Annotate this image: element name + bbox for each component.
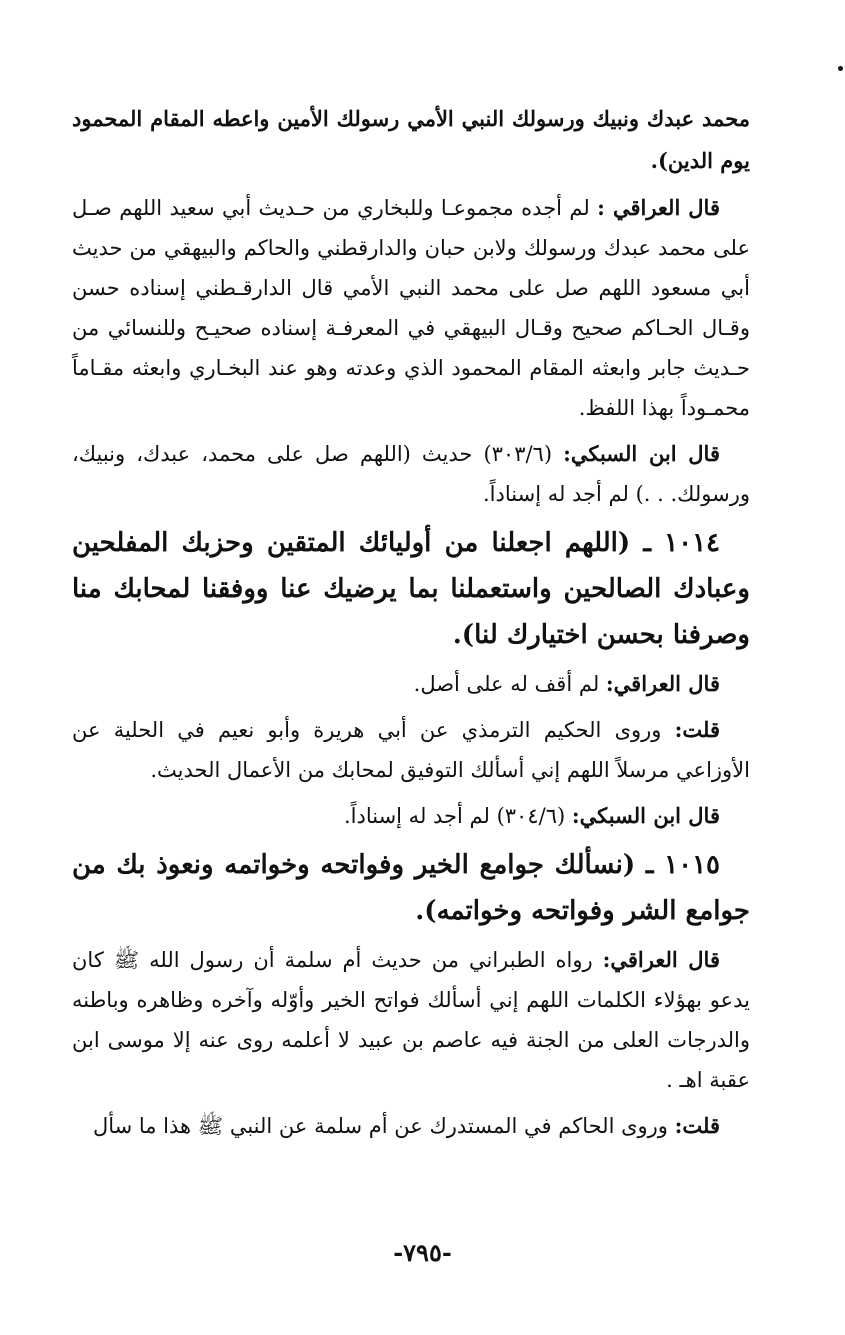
- paragraph-iraqi-note: [72, 188, 750, 428]
- paragraph-lead: قال العراقي:: [605, 671, 720, 696]
- paragraph-author-note: [72, 1106, 750, 1146]
- paragraph-text: وروى الحاكم في المستدرك عن أم سلمة عن النبي ﷺ هذا ما سأل: [92, 1114, 675, 1138]
- paragraph-iraqi-note: [72, 664, 750, 704]
- paragraph-subki-note: [72, 434, 750, 514]
- paragraph-lead: قال العراقي:: [602, 947, 720, 972]
- paragraph-subki-note: [72, 796, 750, 836]
- paragraph-author-note: [72, 710, 750, 790]
- heading-text: ١٠١٥ ـ (نسألك جوامع الخير وفواتحه وخواتمه ونعوذ بك من جوامع الشر وفواتحه وخواتمه).: [72, 850, 750, 926]
- paragraph-text: (٣٠٤/٦) لم أجد له إسناداً.: [343, 804, 572, 828]
- page-number: -٧٩٥-: [393, 1238, 452, 1267]
- paragraph-text: لم أقف له على أصل.: [413, 672, 606, 696]
- paragraph-text: رواه الطبراني من حديث أم سلمة أن رسول الله ﷺ كان يدعو بهؤلاء الكلمات اللهم إني أسألك فواتح الخير وأوّله وآخره وظاهره وباطنه والدرجات العلى من الجنة فيه عاصم بن عبيد لا أعلمه روى عنه إلا موسى ابن عقبة اهـ .: [72, 948, 750, 1092]
- paragraph-lead: قلت:: [674, 717, 720, 742]
- paragraph-continuation: [72, 98, 750, 182]
- page-body: [72, 98, 750, 1152]
- heading-text: ١٠١٤ ـ (اللهم اجعلنا من أوليائك المتقين وحزبك المفلحين وعبادك الصالحين واستعملنا بما يرضيك عنا ووفقنا لمحابك منا وصرفنا بحسن اختيارك لنا).: [72, 528, 750, 650]
- paragraph-lead: قال ابن السبكي:: [563, 441, 720, 466]
- paragraph-text: (٣٠٣/٦) حديث (اللهم صل على محمد، عبدك، ونبيك، ورسولك. . .) لم أجد له إسناداً.: [72, 442, 750, 506]
- paragraph-lead: قال العراقي :: [597, 195, 720, 220]
- paragraph-lead: قال ابن السبكي:: [571, 803, 720, 828]
- paragraph-lead: قلت:: [674, 1113, 720, 1138]
- paragraph-iraqi-note: [72, 940, 750, 1100]
- hadith-heading-1014: [72, 520, 750, 658]
- paragraph-text: محمد عبدك ونبيك ورسولك النبي الأمي رسولك الأمين واعطه المقام المحمود يوم الدين).: [72, 106, 750, 173]
- hadith-heading-1015: [72, 842, 750, 934]
- paragraph-text: وروى الحكيم الترمذي عن أبي هريرة وأبو نعيم في الحلية عن الأوزاعي مرسلاً اللهم إني أسألك التوفيق لمحابك من الأعمال الحديث.: [72, 718, 750, 782]
- paragraph-text: لم أجده مجموعـا وللبخاري من حـديث أبي سعيد اللهم صـل على محمد عبدك ورسولك ولابن حبان والدارقطني والحاكم والبيهقي من حديث أبي مسعود اللهم صل على محمد النبي الأمي قال الدارقـطني إسناده حسن وقـال الحـاكم صحيح وقـال البيهقي في المعرفـة إسناده صحيـح وللنسائي من حـديث جابر وابعثه المقام المحمود الذي وعدته وهو عند البخـاري وابعثه مقـاماً محمـوداً بهذا اللفظ.: [72, 196, 750, 420]
- margin-dot: [838, 66, 843, 71]
